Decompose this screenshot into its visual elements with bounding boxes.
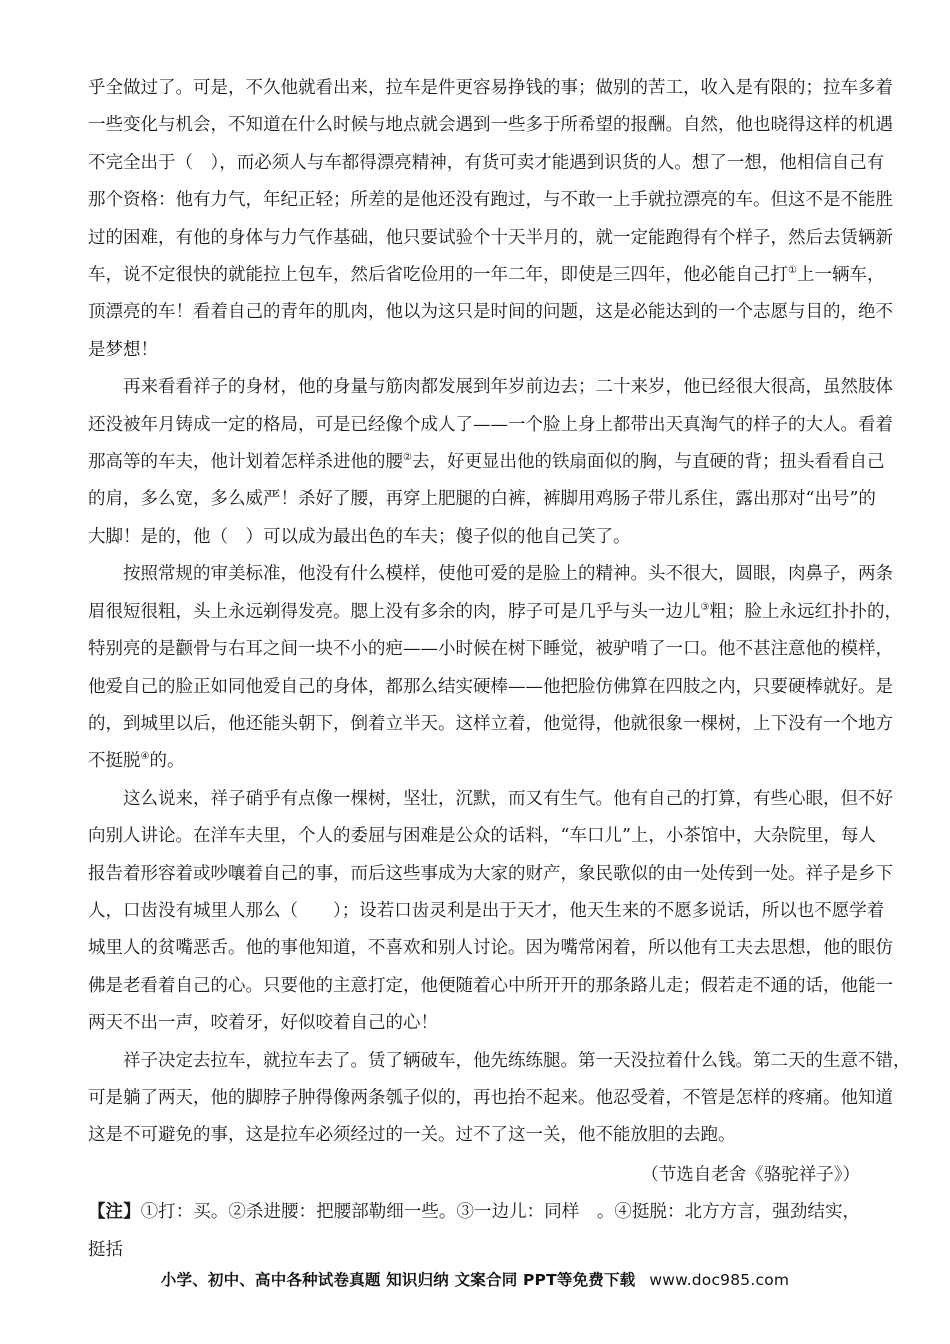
line-text: 眉很短很粗，头上永远剃得发亮。腮上没有多余的肉，脖子可是几乎与头一边儿 <box>88 601 701 622</box>
line-text: 的。 <box>149 751 185 772</box>
paragraph-p2 <box>88 369 893 556</box>
text-line <box>88 481 876 518</box>
paragraph-p3 <box>88 556 902 780</box>
line-text: 他爱自己的脸正如同他爱自己的身体，都那么结实硬棒——他把脸仿佛算在四肢之内，只要硬棒就好。是 <box>88 676 893 697</box>
line-text: 佛是老看着自己的心。只要他的主意打定，他便随着心中所开开的那条路儿走；假若走不通的话，他能一 <box>88 975 893 996</box>
note-tag: 【注】 <box>88 1202 141 1223</box>
line-text: 祥子决定去拉车，就拉车去了。赁了辆破车，他先练练腿。第一天没拉着什么钱。第二天的生意不错， <box>123 1050 911 1071</box>
text-line <box>88 70 893 107</box>
text-line <box>88 220 893 257</box>
line-text: 乎全做过了。可是，不久他就看出来，拉车是件更容易挣钱的事；做别的苦工，收入是有限的；拉车多着 <box>88 78 893 98</box>
line-text: 再来看看祥子的身材，他的身量与筋肉都发展到年岁前边去；二十来岁，他已经很大很高，虽然肢体 <box>123 377 893 398</box>
line-text: 这么说来，祥子硝乎有点像一棵树，坚壮，沉默，而又有生气。他有自己的打算，有些心眼，但不好 <box>123 788 893 809</box>
line-text: 两天不出一声，咬着牙，好似咬着自己的心！ <box>88 1013 438 1034</box>
line-text: 还没被年月铸成一定的格局，可是已经像个成人了——一个脸上身上都带出天真淘气的样子的大人。看着 <box>88 414 893 435</box>
line-text: 车，说不定很快的就能拉上包车，然后省吃俭用的一年二年，即使是三四年，他必能自己打 <box>88 265 788 286</box>
text-line <box>88 1117 860 1154</box>
line-text: 人，口齿没有城里人那么（ ）；设若口齿灵利是出于天才，他天生来的不愿多说话，所以也不愿学着 <box>88 900 885 921</box>
text-line <box>88 706 893 743</box>
line-text: 向别人讲论。在洋车夫里，个人的委屈与困难是公众的话料，“车口儿”上，小茶馆中，大杂院里，每人 <box>88 826 876 847</box>
line-text: 去，好更显出他的铁扇面似的胸，与直硬的背；扭头看看自己 <box>411 452 885 473</box>
text-line <box>88 107 893 144</box>
footnote-marker: ② <box>403 452 412 464</box>
text-line <box>88 856 893 893</box>
line-text: 报告着形容着或吵嚷着自己的事，而后这些事成为大家的财产，象民歌似的由一处传到一处。祥子是乡下 <box>88 863 893 884</box>
line-text: 城里人的贫嘴恶舌。他的事他知道，不喜欢和别人讨论。因为嘴常闲着，所以他有工夫去思想，他的眼仿 <box>88 938 893 959</box>
line-text: 的肩，多么宽，多么威严！杀好了腰，再穿上肥腿的白裤，裤脚用鸡肠子带儿系住，露出那对“出号”的 <box>88 489 876 510</box>
text-line <box>88 556 893 593</box>
text-line <box>88 893 885 930</box>
line-text: 那个资格：他有力气，年纪正轻；所差的是他还没有跑过，与不敢一上手就拉漂亮的车。但这不是不能胜 <box>88 190 893 211</box>
line-text: 可是躺了两天，他的脚脖子肿得像两条瓠子似的，再也抬不起来。他忍受着，不管是怎样的疼痛。他知道 <box>88 1087 893 1108</box>
text-line <box>88 743 860 780</box>
line-text: 这是不可避免的事，这是拉车必须经过的一关。过不了这一关，他不能放胆的去跑。 <box>88 1125 736 1146</box>
line-text: 顶漂亮的车！看着自己的青年的肌肉，他以为这只是时间的问题，这是必能达到的一个志愿与目的，绝不 <box>88 302 893 323</box>
text-line <box>88 294 893 331</box>
text-line <box>88 407 893 444</box>
text-line <box>88 818 876 855</box>
text-line <box>88 594 902 631</box>
paragraph-p1 <box>88 70 893 369</box>
text-line <box>88 182 893 219</box>
text-line <box>88 669 893 706</box>
footer-url[interactable]: www.doc985.com <box>649 1271 790 1289</box>
text-line <box>88 257 885 294</box>
text-line <box>88 332 860 369</box>
text-line <box>88 930 893 967</box>
line-text: 大脚！是的，他（ ）可以成为最出色的车夫；傻子似的他自己笑了。 <box>88 526 631 547</box>
note-text: ①打：买。②杀进腰：把腰部勒细一些。③一边儿：同样 。④挺脱：北方方言，强劲结实，挺括 <box>88 1202 860 1260</box>
footnote-marker: ① <box>788 265 797 277</box>
source-citation: （节选自老舍《骆驼祥子》） <box>641 1164 860 1185</box>
text-line <box>88 444 885 481</box>
line-text: 特别亮的是颧骨与右耳之间一块不小的疤——小时候在树下睡觉，被驴啃了一口。他不甚注意他的模样， <box>88 639 893 660</box>
line-text: 的，到城里以后，他还能头朝下，倒着立半天。这样立着，他觉得，他就很象一棵树，上下没有一个地方 <box>88 713 893 734</box>
text-line <box>88 781 893 818</box>
text-line <box>88 145 885 182</box>
line-text: 一些变化与机会，不知道在什么时候与地点就会遇到一些多于所希望的报酬。自然，他也晓得这样的机遇 <box>88 115 893 136</box>
article-body <box>88 70 911 1269</box>
footer-banner <box>0 1268 950 1290</box>
line-text: 那高等的车夫，他计划着怎样杀进他的腰 <box>88 452 403 473</box>
line-text: 过的困难，有他的身体与力气作基础，他只要试验个十天半月的，就一定能跑得有个样子，然后去赁辆新 <box>88 227 893 248</box>
line-text: 是梦想！ <box>88 339 158 360</box>
line-text: 上一辆车， <box>796 265 885 286</box>
footnote <box>88 1194 860 1269</box>
footer-text: 小学、初中、高中各种试卷真题 知识归纳 文案合同 PPT等免费下载 <box>160 1271 636 1289</box>
paragraph-p5 <box>88 1043 911 1155</box>
line-text: 不挺脱 <box>88 751 141 772</box>
text-line <box>88 1043 911 1080</box>
line-text: 不完全出于（ ），而必须人与车都得漂亮精神，有货可卖才能遇到识货的人。想了一想，他相信自己有 <box>88 152 885 173</box>
line-text: 粗；脸上永远红扑扑的， <box>709 601 902 622</box>
text-line <box>88 369 893 406</box>
line-text: 按照常规的审美标准，他没有什么模样，使他可爱的是脸上的精神。头不很大，圆眼，肉鼻子，两条 <box>123 564 893 585</box>
paragraph-p4 <box>88 781 893 1043</box>
text-line <box>88 631 893 668</box>
text-line <box>88 519 860 556</box>
text-line <box>88 968 893 1005</box>
text-line <box>88 1005 860 1042</box>
footnote-marker: ③ <box>700 601 710 613</box>
text-line <box>88 1080 893 1117</box>
paragraph-list <box>88 70 911 1155</box>
footnote-marker: ④ <box>140 751 150 763</box>
